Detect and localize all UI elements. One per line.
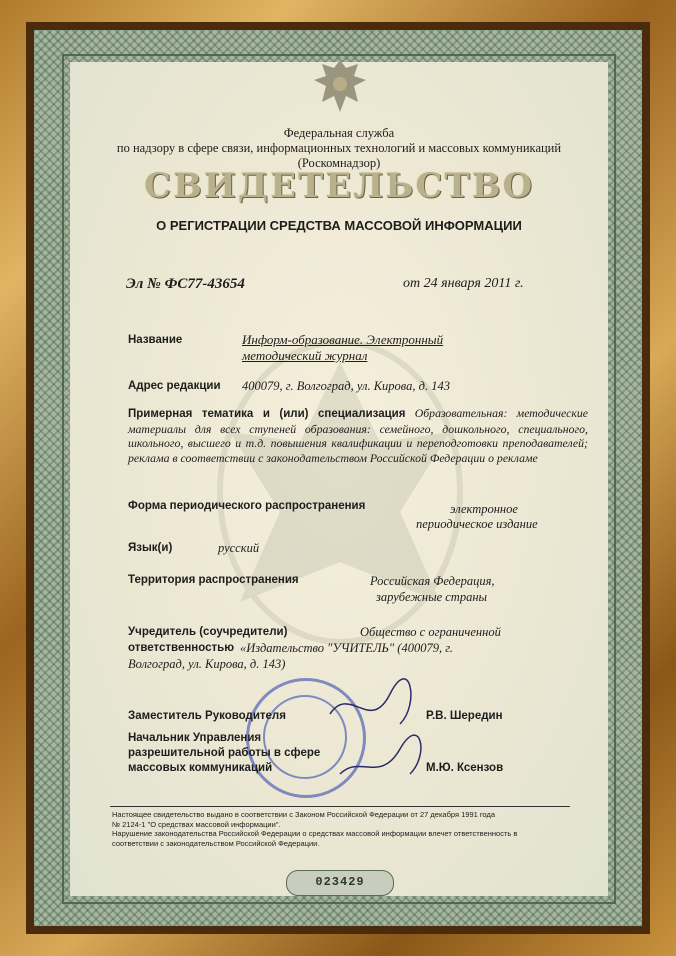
theme-block: [128, 406, 588, 465]
registration-date: от 24 января 2011 г.: [403, 276, 524, 291]
address-label: Адрес редакции: [128, 380, 221, 392]
agency-line-1: Федеральная служба: [283, 126, 395, 140]
founder-label-2: ответственностью: [128, 642, 235, 654]
footer-line-3: Нарушение законодательства Российской Федерации о средствах массовой информации влечет ответственность в: [112, 829, 518, 838]
address-value: 400079, г. Волгоград, ул. Кирова, д. 143: [242, 379, 450, 393]
deputy-name: Р.В. Шередин: [426, 710, 503, 722]
name-label: Название: [128, 334, 183, 346]
language-label: Язык(и): [128, 542, 173, 554]
territory-value-line-2: зарубежные страны: [376, 590, 487, 604]
footer-notice: [112, 810, 572, 848]
language-value: русский: [218, 541, 260, 555]
serial-number: 023429: [315, 875, 365, 889]
head-title-line-2: разрешительной работы в сфере: [128, 747, 321, 759]
head-title-line-1: Начальник Управления: [128, 732, 262, 744]
certificate-subtitle: О РЕГИСТРАЦИИ СРЕДСТВА МАССОВОЙ ИНФОРМАЦИИ: [156, 218, 522, 233]
founder-block: [128, 624, 588, 672]
deputy-title: Заместитель Руководителя: [128, 710, 286, 722]
agency-line-2: по надзору в сфере связи, информационных технологий и массовых коммуникаций: [116, 141, 562, 155]
founder-value-line-2: «Издательство "УЧИТЕЛЬ" (400079, г.: [240, 641, 454, 655]
certificate-title: СВИДЕТЕЛЬСТВО: [143, 166, 535, 206]
head-name: М.Ю. Ксензов: [426, 762, 504, 774]
territory-label: Территория распространения: [128, 574, 299, 586]
footer-line-4: соответствии с законодательством Российской Федерации.: [112, 838, 320, 848]
registration-number: Эл № ФС77-43654: [126, 276, 245, 292]
form-value-line-2: периодическое издание: [416, 517, 538, 531]
form-label: Форма периодического распространения: [128, 500, 366, 512]
territory-value-line-1: Российская Федерация,: [370, 574, 495, 588]
form-value-line-1: электронное: [450, 502, 518, 516]
footer-divider: [110, 806, 570, 807]
head-title-line-3: массовых коммуникаций: [128, 762, 273, 774]
founder-value-line-1: Общество с ограниченной: [360, 625, 501, 639]
signature-icon: [320, 674, 440, 784]
footer-line-1: Настоящее свидетельство выдано в соответствии с Законом Российской Федерации от 27 декабря 1991 года: [112, 810, 495, 819]
coat-of-arms-icon: [310, 62, 370, 118]
footer-line-2: № 2124-1 "О средствах массовой информации".: [112, 819, 281, 829]
founder-value-line-3: Волгоград, ул. Кирова, д. 143): [128, 657, 286, 671]
agency-line-3: (Роскомнадзор): [297, 156, 381, 170]
name-value-line-1: Информ-образование. Электронный: [242, 332, 444, 347]
theme-label: Примерная тематика и (или) специализация: [128, 408, 406, 420]
serial-number-box: [286, 870, 394, 896]
theme-value: Образовательная: методические материалы для всех ступеней образования: семейного, дошкольного, специального, школьного, высшего и т.д. повышения квалификации и переподготовки преподавателей; реклама в соответствии с законодательством Российской Федерации о рекламе: [128, 406, 588, 465]
founder-label: Учредитель (соучредители): [128, 626, 288, 638]
certificate-paper: [70, 62, 608, 896]
name-value-line-2: методический журнал: [242, 348, 368, 363]
